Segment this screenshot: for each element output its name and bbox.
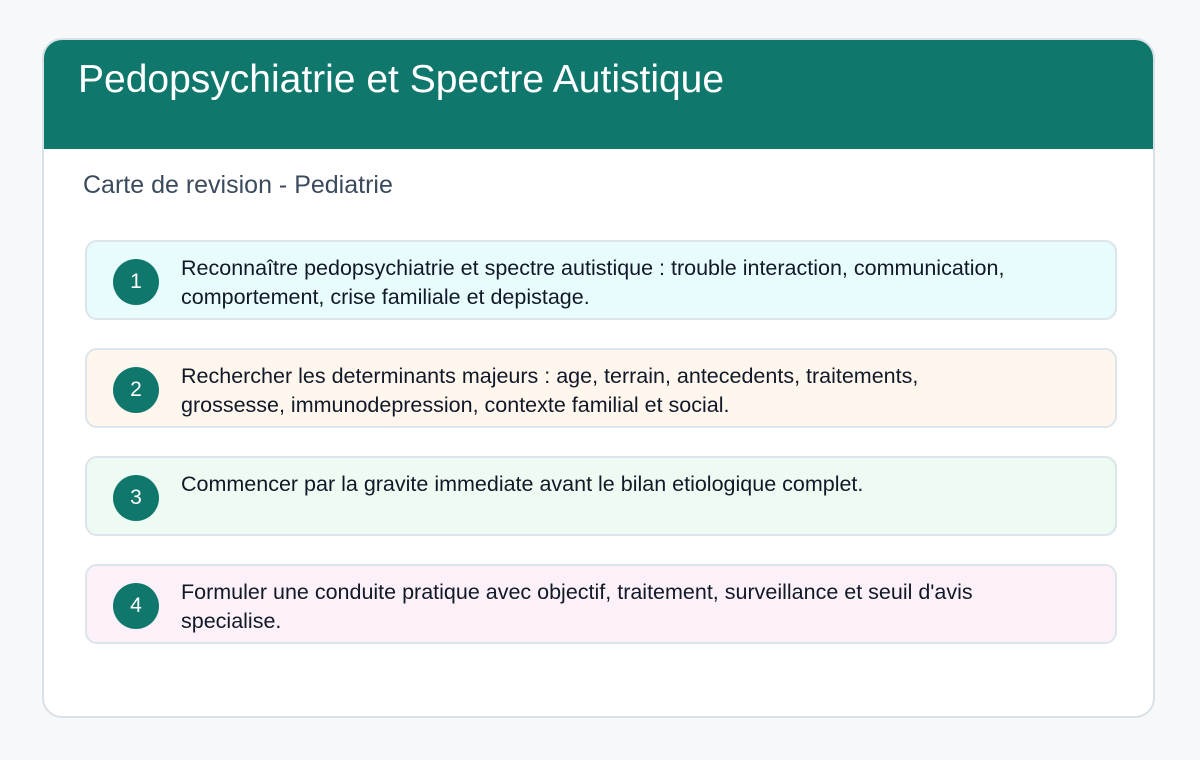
step-number-badge: 3 [113,475,159,521]
list-item [85,456,1117,536]
step-number-badge: 2 [113,367,159,413]
card-subtitle: Carte de revision - Pediatrie [83,171,393,199]
card-title: Pedopsychiatrie et Spectre Autistique [78,58,725,101]
list-item [85,564,1117,644]
item-text: Rechercher les determinants majeurs : age, terrain, antecedents, traitements, grossesse, immunodepression, contexte familial et social. [181,364,919,417]
card-header [42,38,1155,149]
item-text: Formuler une conduite pratique avec objectif, traitement, surveillance et seuil d'avis specialise. [181,580,973,633]
list-item [85,240,1117,320]
step-number-badge: 1 [113,259,159,305]
revision-card [42,38,1155,718]
item-list [85,240,1117,672]
item-text: Reconnaître pedopsychiatrie et spectre autistique : trouble interaction, communication, comportement, crise familiale et depistage. [181,256,1005,309]
step-number-badge: 4 [113,583,159,629]
item-text: Commencer par la gravite immediate avant le bilan etiologique complet. [181,472,864,496]
list-item [85,348,1117,428]
